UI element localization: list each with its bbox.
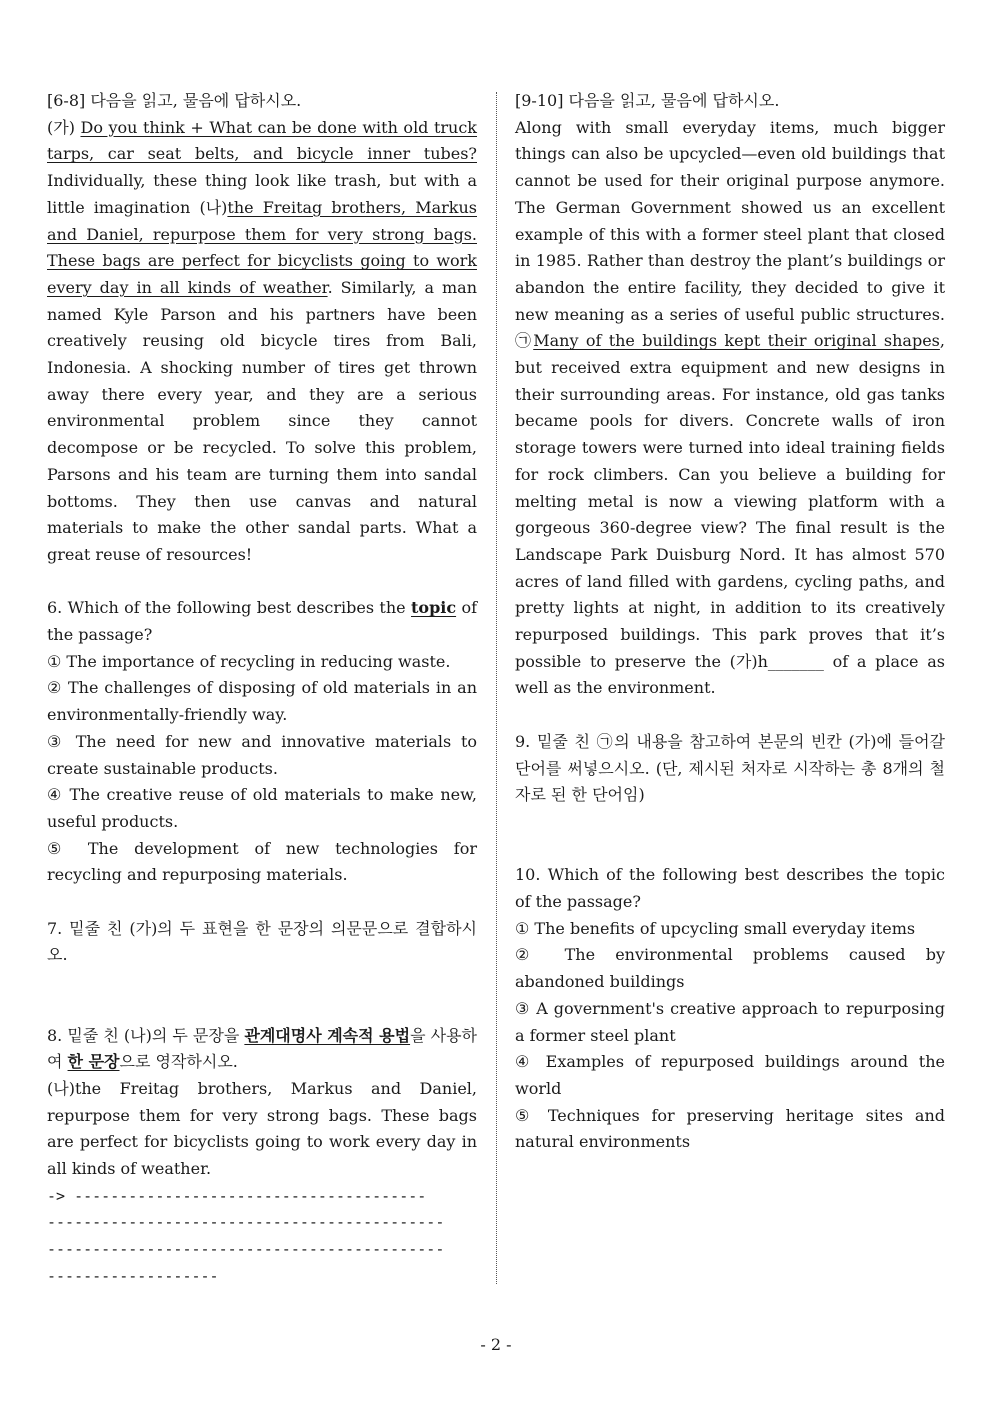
stem-text: 으로 영작하시오. (119, 1052, 238, 1072)
question-10-stem: 10. Which of the following best describes the topic of the passage? (515, 865, 945, 912)
right-column (515, 88, 945, 1156)
passage-text: Individually, these thing look like trash, but with a little imagination (47, 171, 477, 217)
passage-6-8 (47, 115, 477, 569)
column-divider (496, 92, 497, 1284)
question-10-option[interactable]: ④ Examples of repurposed buildings around the world (515, 1052, 945, 1098)
answer-line[interactable]: -------------------------------------------- (47, 1213, 445, 1232)
question-7: 7. 밑줄 친 (가)의 두 표현을 한 문장의 의문문으로 결합하시오. (47, 918, 477, 965)
question-6-option[interactable]: ① The importance of recycling in reducing waste. (47, 651, 451, 671)
stem-emphasis: 관계대명사 계속적 용법 (244, 1025, 411, 1045)
question-6-option[interactable]: ⑤ The development of new technologies for recycling and repurposing materials. (47, 838, 477, 885)
circle-label: ㉠ (515, 331, 534, 351)
section-header-9-10: [9-10] 다음을 읽고, 물음에 답하시오. (515, 91, 780, 110)
label-ga: (가) (47, 117, 81, 137)
question-6-stem (47, 595, 477, 648)
question-10-option[interactable]: ② The environmental problems caused by abandoned buildings (515, 945, 945, 992)
stem-emphasis: 한 문장 (67, 1052, 120, 1072)
page-number: - 2 - (480, 1335, 512, 1354)
question-8-stem (47, 1023, 477, 1076)
stem-text: 을 사용하여 (47, 1025, 477, 1072)
passage-text: , but received extra equipment and new designs in their surrounding areas. For instance, old gas tanks became pools for divers. Concrete walls of iron storage towers were turned into ideal training fields for rock climbers. Can you believe a building for melting metal is now a viewing platform with a gorgeous 360-degree view? The final result is the Landscape Park Duisburg Nord. It has almost 570 acres of land filled with gardens, cycling paths, and pretty lights at night, in addition to its creatively repurposed buildings. This park proves that it’s possible to preserve the (가)h_______ of a place as well as the environment. (515, 331, 945, 698)
stem-emphasis: topic (411, 598, 457, 618)
question-6-option[interactable]: ② The challenges of disposing of old materials in an environmentally-friendly way. (47, 678, 477, 725)
answer-line[interactable]: ------------------- (47, 1266, 219, 1285)
question-10-option[interactable]: ⑤ Techniques for preserving heritage sites and natural environments (515, 1105, 945, 1152)
question-9: 9. 밑줄 친 ㉠의 내용을 참고하여 본문의 빈칸 (가)에 들어갈 단어를 써넣으시오. (단, 제시된 처자로 시작하는 총 8개의 철자로 된 한 단어임) (515, 731, 945, 805)
question-6-option[interactable]: ④ The creative reuse of old materials to make new, useful products. (47, 785, 477, 831)
answer-line[interactable]: -------------------------------------------- (47, 1240, 445, 1259)
underlined-ga: Do you think + What can be done with old truck tarps, car seat belts, and bicycle inner tubes? (47, 117, 478, 164)
section-header-6-8: [6-8] 다음을 읽고, 물음에 답하시오. (47, 91, 302, 110)
left-column (47, 88, 477, 1290)
question-10-option[interactable]: ③ A government's creative approach to repurposing a former steel plant (515, 998, 945, 1045)
label-na: (나) (199, 197, 228, 217)
question-6-option[interactable]: ③ The need for new and innovative materials to create sustainable products. (47, 731, 477, 778)
underlined-na: the Freitag brothers, Markus and Daniel, repurpose them for very strong bags. These bags are perfect for bicyclists going to work every day in all kinds of weather (47, 197, 477, 297)
stem-text: 8. 밑줄 친 (나)의 두 문장을 (47, 1025, 245, 1045)
question-10-option[interactable]: ① The benefits of upcycling small everyday items (515, 918, 916, 938)
answer-line[interactable]: -> --------------------------------------- (47, 1186, 427, 1205)
passage-9-10 (515, 115, 945, 702)
passage-text: Along with small everyday items, much bigger things can also be upcycled—even old buildings that cannot be used for their original purpose anymore. The German Government showed us an excellent example of this with a former steel plant that closed in 1985. Rather than destroy the plant’s buildings or abandon the entire facility, they decided to give it new meaning as a series of useful public structures. (515, 117, 945, 324)
passage-text: . Similarly, a man named Kyle Parson and his partners have been creatively reusing old bicycle tires from Bali, Indonesia. A shocking number of tires get thrown away there every year, and they are a serious environmental problem since they cannot decompose or be recycled. To solve this problem, Parsons and his team are turning them into sandal bottoms. They then use canvas and natural materials to make the other sandal parts. What a great reuse of resources! (47, 277, 477, 564)
stem-text: 6. Which of the following best describes the (47, 598, 411, 618)
question-8-quote: (나)the Freitag brothers, Markus and Daniel, repurpose them for very strong bags. These bags are perfect for bicyclists going to work every day in all kinds of weather. (47, 1078, 477, 1179)
stem-text: of the passage? (47, 598, 477, 645)
underlined-sentence: Many of the buildings kept their original shapes (533, 331, 940, 351)
